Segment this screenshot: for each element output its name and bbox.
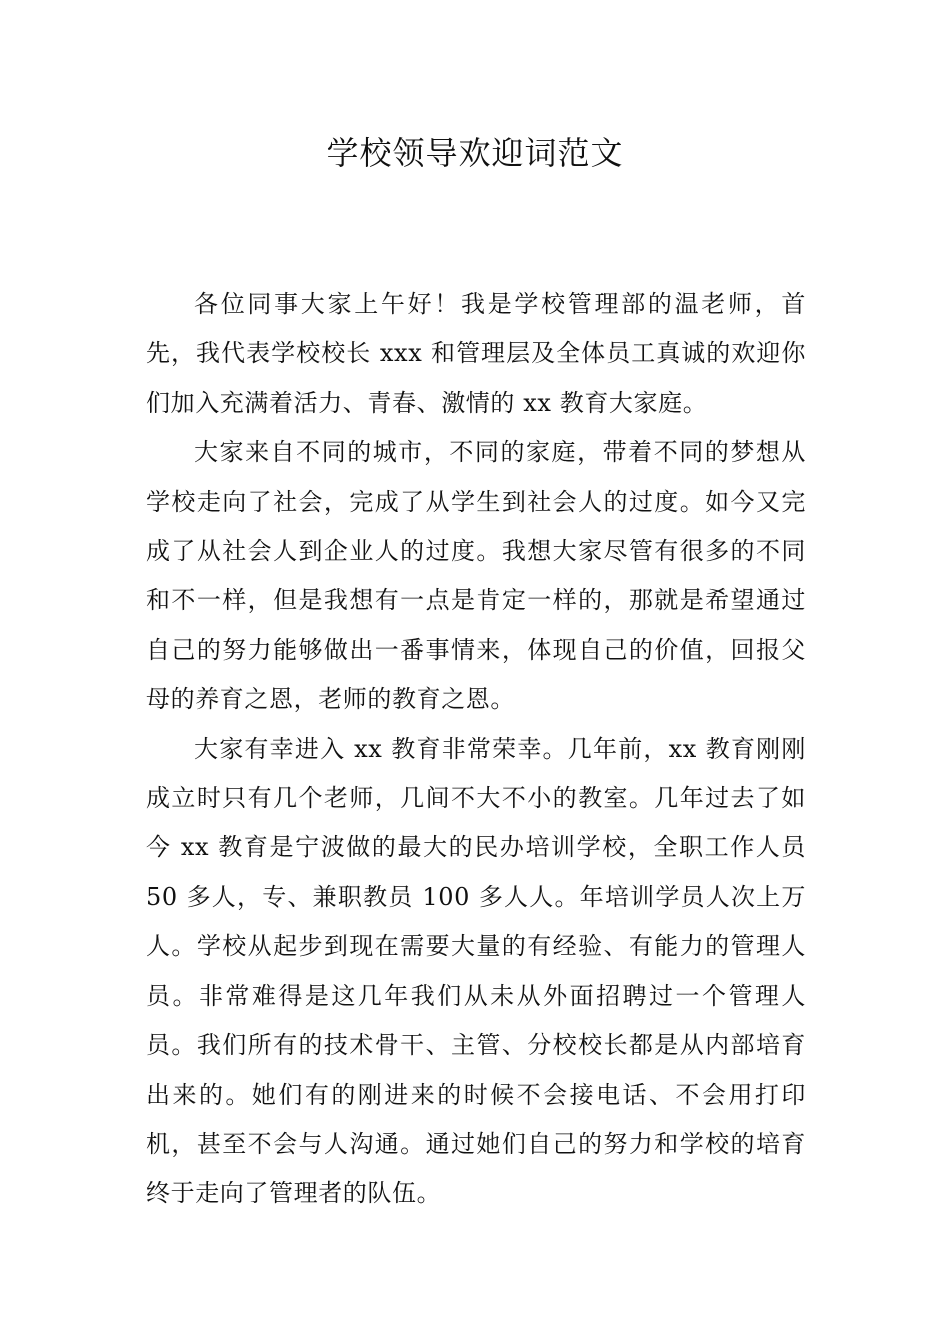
document-title: 学校领导欢迎词范文	[326, 134, 624, 172]
paragraph-background: 大家来自不同的城市，不同的家庭，带着不同的梦想从学校走向了社会，完成了从学生到社会人的过度。如今又完成了从社会人到企业人的过度。我想大家尽管有很多的不同和不一样，但是我想有一点是肯定一样的，那就是希望通过自己的努力能够做出一番事情来，体现自己的价值，回报父母的养育之恩，老师的教育之恩。	[146, 438, 806, 714]
paragraph-greeting: 各位同事大家上午好！我是学校管理部的温老师，首先，我代表学校校长 xxx 和管理层及全体员工真诚的欢迎你们加入充满着活力、青春、激情的 xx 教育大家庭。	[146, 290, 806, 417]
document-body	[146, 280, 806, 1219]
paragraph-school-history: 大家有幸进入 xx 教育非常荣幸。几年前，xx 教育刚刚成立时只有几个老师，几间不大不小的教室。几年过去了如今 xx 教育是宁波做的最大的民办培训学校，全职工作人员 50 多人，专、兼职教员 100 多人人。年培训学员人次上万人。学校从起步到现在需要大量的有经验、有能力的管理人员。非常难得是这几年我们从未从外面招聘过一个管理人员。我们所有的技术骨干、主管、分校校长都是从内部培育出来的。她们有的刚进来的时候不会接电话、不会用打印机，甚至不会与人沟通。通过她们自己的努力和学校的培育终于走向了管理者的队伍。	[146, 734, 806, 1208]
